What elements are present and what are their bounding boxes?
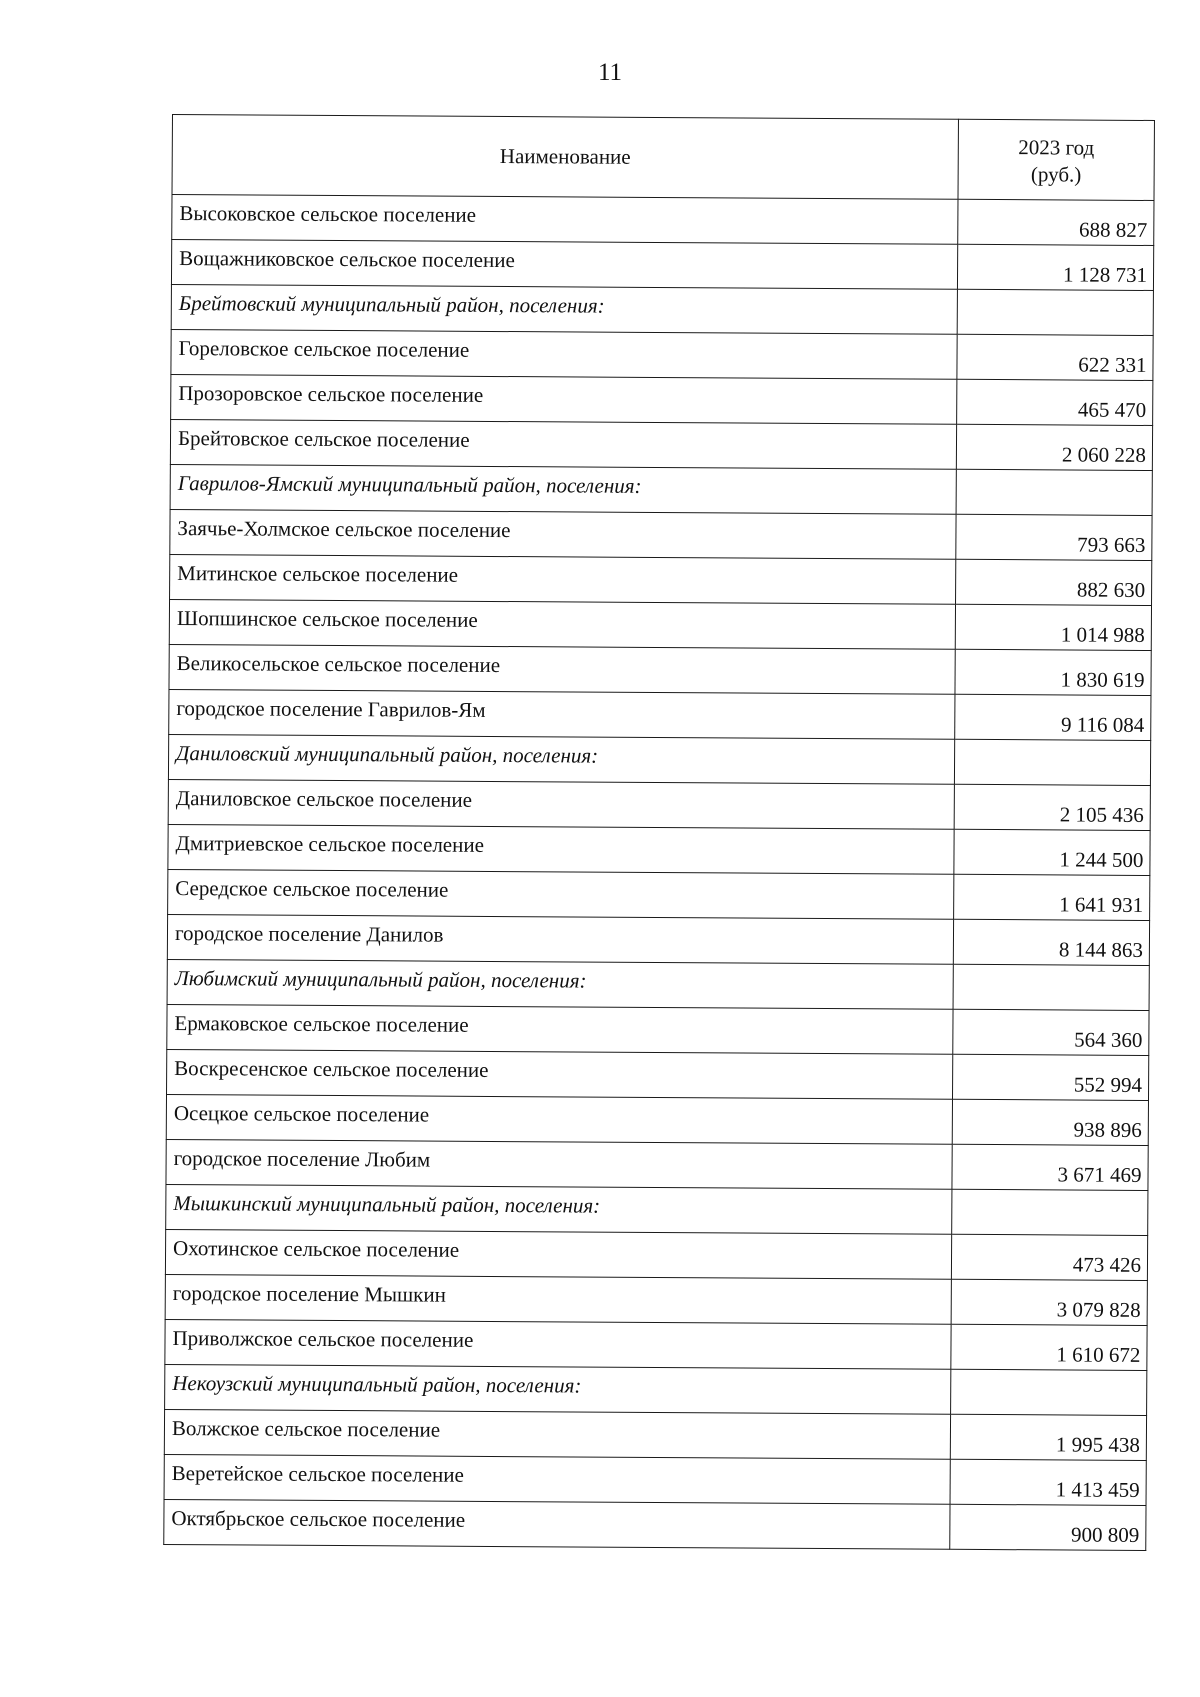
amount-cell: 1 014 988: [955, 604, 1151, 650]
district-name-cell: Брейтовский муниципальный район, поселения:: [171, 284, 957, 334]
settlement-name-cell: Веретейское сельское поселение: [164, 1454, 950, 1504]
table-row: [171, 240, 1153, 291]
district-name-cell: Гаврилов-Ямский муниципальный район, поселения:: [170, 464, 956, 514]
amount-cell: 1 128 731: [957, 244, 1153, 290]
amount-cell: 622 331: [957, 334, 1153, 380]
amount-cell: 900 809: [950, 1504, 1146, 1550]
settlement-name-cell: городское поселение Гаврилов-Ям: [169, 689, 955, 739]
amount-cell: 1 244 500: [954, 829, 1150, 875]
settlement-name-cell: Шопшинское сельское поселение: [169, 599, 955, 649]
table-row: [168, 824, 1150, 875]
table-body: [164, 195, 1154, 1551]
table-row: [170, 554, 1152, 605]
column-header-value: [958, 119, 1154, 200]
amount-cell: [957, 289, 1153, 335]
amount-cell: 1 413 459: [950, 1459, 1146, 1505]
amount-cell: 1 995 438: [950, 1414, 1146, 1460]
table-row: [172, 195, 1154, 246]
page-number: 11: [597, 59, 623, 86]
district-heading-row: [167, 959, 1149, 1010]
table-row: [167, 1004, 1149, 1055]
settlement-name-cell: Даниловское сельское поселение: [168, 779, 954, 829]
amount-cell: 2 105 436: [954, 784, 1150, 830]
settlement-name-cell: Митинское сельское поселение: [170, 554, 956, 604]
table-row: [171, 374, 1153, 425]
settlement-name-cell: Великосельское сельское поселение: [169, 644, 955, 694]
settlement-name-cell: городское поселение Мышкин: [165, 1274, 951, 1324]
amount-cell: 938 896: [952, 1099, 1148, 1145]
settlement-name-cell: Волжское сельское поселение: [164, 1409, 950, 1459]
district-name-cell: Некоузский муниципальный район, поселения:: [165, 1364, 951, 1414]
settlement-name-cell: Дмитриевское сельское поселение: [168, 824, 954, 874]
table-row: [167, 1049, 1149, 1100]
column-header-name: Наименование: [172, 115, 958, 200]
settlement-name-cell: Высоковское сельское поселение: [172, 195, 958, 245]
settlement-name-cell: Приволжское сельское поселение: [165, 1319, 951, 1369]
settlement-name-cell: Ермаковское сельское поселение: [167, 1004, 953, 1054]
district-name-cell: Мышкинский муниципальный район, поселения:: [166, 1184, 952, 1234]
district-heading-row: [171, 284, 1153, 335]
settlement-name-cell: Середское сельское поселение: [168, 869, 954, 919]
amount-cell: 882 630: [956, 559, 1152, 605]
amount-cell: 3 079 828: [951, 1279, 1147, 1325]
table-row: [170, 419, 1152, 470]
district-heading-row: [168, 734, 1150, 785]
table-row: [165, 1319, 1147, 1370]
column-header-year: 2023 год: [1018, 134, 1095, 160]
district-heading-row: [166, 1184, 1148, 1235]
table-row: [168, 869, 1150, 920]
amount-cell: 465 470: [957, 379, 1153, 425]
amount-cell: 473 426: [951, 1234, 1147, 1280]
amount-cell: 1 830 619: [955, 649, 1151, 695]
amount-cell: [954, 739, 1150, 785]
settlement-name-cell: Октябрьское сельское поселение: [164, 1499, 950, 1549]
budget-table: [163, 114, 1155, 1551]
table-row: [169, 689, 1151, 740]
table-row: [164, 1499, 1146, 1550]
district-heading-row: [165, 1364, 1147, 1415]
table-row: [165, 1274, 1147, 1325]
amount-cell: 793 663: [956, 514, 1152, 560]
amount-cell: [956, 469, 1152, 515]
table-row: [169, 644, 1151, 695]
table-row: [170, 509, 1152, 560]
table-row: [164, 1454, 1146, 1505]
settlement-name-cell: городское поселение Данилов: [167, 914, 953, 964]
settlement-name-cell: Заячье-Холмское сельское поселение: [170, 509, 956, 559]
settlement-name-cell: Вощажниковское сельское поселение: [171, 240, 957, 290]
district-name-cell: Даниловский муниципальный район, поселения:: [168, 734, 954, 784]
amount-cell: 1 610 672: [951, 1324, 1147, 1370]
settlement-name-cell: Брейтовское сельское поселение: [170, 419, 956, 469]
table-row: [166, 1094, 1148, 1145]
table-row: [165, 1229, 1147, 1280]
settlement-name-cell: Осецкое сельское поселение: [166, 1094, 952, 1144]
settlement-name-cell: Охотинское сельское поселение: [165, 1229, 951, 1279]
amount-cell: [952, 1189, 1148, 1235]
table-row: [166, 1139, 1148, 1190]
settlement-name-cell: Воскресенское сельское поселение: [167, 1049, 953, 1099]
settlement-name-cell: Прозоровское сельское поселение: [171, 374, 957, 424]
settlement-name-cell: городское поселение Любим: [166, 1139, 952, 1189]
amount-cell: 3 671 469: [952, 1144, 1148, 1190]
table-row: [168, 779, 1150, 830]
table-header-row: [172, 115, 1154, 201]
amount-cell: [953, 964, 1149, 1010]
district-heading-row: [170, 464, 1152, 515]
amount-cell: 552 994: [952, 1054, 1148, 1100]
table-row: [164, 1409, 1146, 1460]
table-row: [167, 914, 1149, 965]
amount-cell: 688 827: [958, 199, 1154, 245]
amount-cell: 8 144 863: [953, 919, 1149, 965]
amount-cell: 564 360: [953, 1009, 1149, 1055]
table-row: [169, 599, 1151, 650]
amount-cell: 9 116 084: [955, 694, 1151, 740]
district-name-cell: Любимский муниципальный район, поселения:: [167, 959, 953, 1009]
column-header-unit: (руб.): [1030, 161, 1082, 187]
amount-cell: [951, 1369, 1147, 1415]
amount-cell: 2 060 228: [956, 424, 1152, 470]
table-row: [171, 329, 1153, 380]
amount-cell: 1 641 931: [954, 874, 1150, 920]
settlement-name-cell: Гореловское сельское поселение: [171, 329, 957, 379]
